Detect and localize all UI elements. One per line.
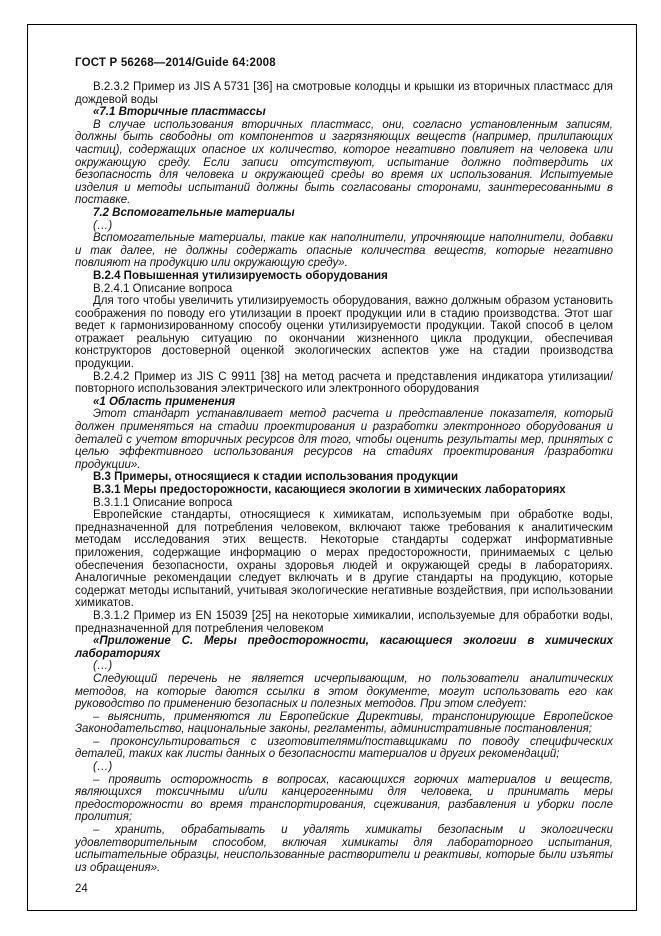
paragraph: В.3.1.2 Пример из EN 15039 [25] на некоторые химикалии, используемые для обработки воды, предназначенной для потребления человеком bbox=[75, 609, 613, 635]
paragraph: (…) bbox=[93, 761, 113, 774]
paragraph: В.2.4 Повышенная утилизируемость оборудования bbox=[93, 269, 388, 282]
paragraph: В.2.4.2 Пример из JIS С 9911 [38] на метод расчета и представления индикатора утилизации/повторного использования электрического или электронного оборудования bbox=[75, 370, 613, 396]
paragraph: «1 Область применения bbox=[93, 395, 236, 408]
paragraph: (…) bbox=[93, 219, 113, 232]
paragraph: В.3.1.1 Описание вопроса bbox=[93, 496, 233, 509]
paragraph: (…) bbox=[93, 660, 113, 673]
paragraph: 7.2 Вспомогательные материалы bbox=[93, 206, 295, 219]
paragraph: В.2.4.1 Описание вопроса bbox=[93, 282, 233, 295]
document-body bbox=[75, 81, 613, 874]
document-content bbox=[75, 57, 613, 874]
paragraph: В.2.3.2 Пример из JIS A 5731 [36] на смотровые колодцы и крышки из вторичных пластмасс для дождевой воды bbox=[75, 81, 613, 106]
paragraph: – хранить, обрабатывать и удалять химикаты безопасным и экологически удовлетворительным способом, включая химикаты для лабораторного испытания, испытательные образцы, неиспользованные растворители и реактивы, которые были изъяты из обращения». bbox=[75, 824, 613, 874]
paragraph: В.3 Примеры, относящиеся к стадии использования продукции bbox=[93, 471, 459, 484]
paragraph: Европейские стандарты, относящиеся к химикатам, используемым при обработке воды, предназначенной для потребления человеком, включают также требования к аналитическим методам исследования этих веществ. Некоторые стандарты содержат информативные приложения, содержащие информацию о мерах предосторожности, принимаемых с целью обеспечения безопасности, охраны здоровья людей и окружающей среды в лабораториях. Аналогичные рекомендации следует включать и в другие стандарты на продукцию, которые содержат методы испытаний, учитывая экологические негативные воздействия, при использовании химикатов. bbox=[75, 509, 613, 610]
paragraph: – проконсультироваться с изготовителями/поставщиками по поводу специфических деталей, таких как листы данных о безопасности материалов и других рекомендаций; bbox=[75, 735, 613, 761]
page-number: 24 bbox=[75, 883, 88, 895]
paragraph: «7.1 Вторичные пластмассы bbox=[93, 106, 266, 119]
paragraph: – проявить осторожность в вопросах, касающихся горючих материалов и веществ, являющихся токсичными и/или канцерогенными для человека, и принимать меры предосторожности во время транспортирования, сцеживания, разбавления и уборки после пролития; bbox=[75, 773, 613, 824]
paragraph: Следующий перечень не является исчерпывающим, но пользователи аналитических методов, на которые даются ссылки в этом документе, могут использовать его как руководство по применению безопасных и полезных методов. При этом следует: bbox=[75, 672, 613, 711]
paragraph: Для того чтобы увеличить утилизируемость оборудования, важно должным образом установить соображения по поводу его утилизации в проект продукции или в стадию производства. Этот шаг ведет к гармонизированному способу оценки утилизируемости продукции. Такой способ в целом отражает реальную ситуацию по окончании жизненного цикла продукции, обеспечивая конструкторов достоверной оценкой экологических аспектов уже на стадии производства продукции. bbox=[75, 295, 613, 371]
paragraph: «Приложение С. Меры предосторожности, касающиеся экологии в химических лабораториях bbox=[75, 635, 613, 660]
paragraph: Этот стандарт устанавливает метод расчета и представление показателя, который должен применяться на стадии проектирования и разработки электронного оборудования и деталей с учетом вторичных ресурсов для того, чтобы оценить результаты мер, принятых с целью эффективного использования ресурсов на стадиях проектирования /разработки продукции». bbox=[75, 408, 613, 471]
document-header: ГОСТ Р 56268—2014/Guide 64:2008 bbox=[75, 57, 276, 69]
paragraph: В.3.1 Меры предосторожности, касающиеся экологии в химических лабораториях bbox=[93, 484, 566, 496]
paragraph: Вспомогательные материалы, такие как наполнители, упрочняющие наполнители, добавки и так далее, не должны содержать опасные количества веществ, которые негативно повлияют на продукцию или окружающую среду». bbox=[75, 232, 613, 270]
paragraph: – выяснить, применяются ли Европейские Директивы, транспонирующие Европейское Законодательство, национальные законы, регламенты, административные постановления; bbox=[75, 710, 613, 736]
paragraph: В случае использования вторичных пластмасс, они, согласно установленным записям, должны быть свободны от компонентов и загрязняющих веществ (например, прилипающих частиц), содержащих опасное их количество, которое негативно повлияет на человека или окружающую среду. Если записи отсутствуют, испытание должно подтвердить их безопасность для человека и окружающей среды во время их использования. Испытуемые изделия и методы испытаний должны быть согласованы сторонами, заинтересованными в поставке. bbox=[75, 118, 613, 207]
